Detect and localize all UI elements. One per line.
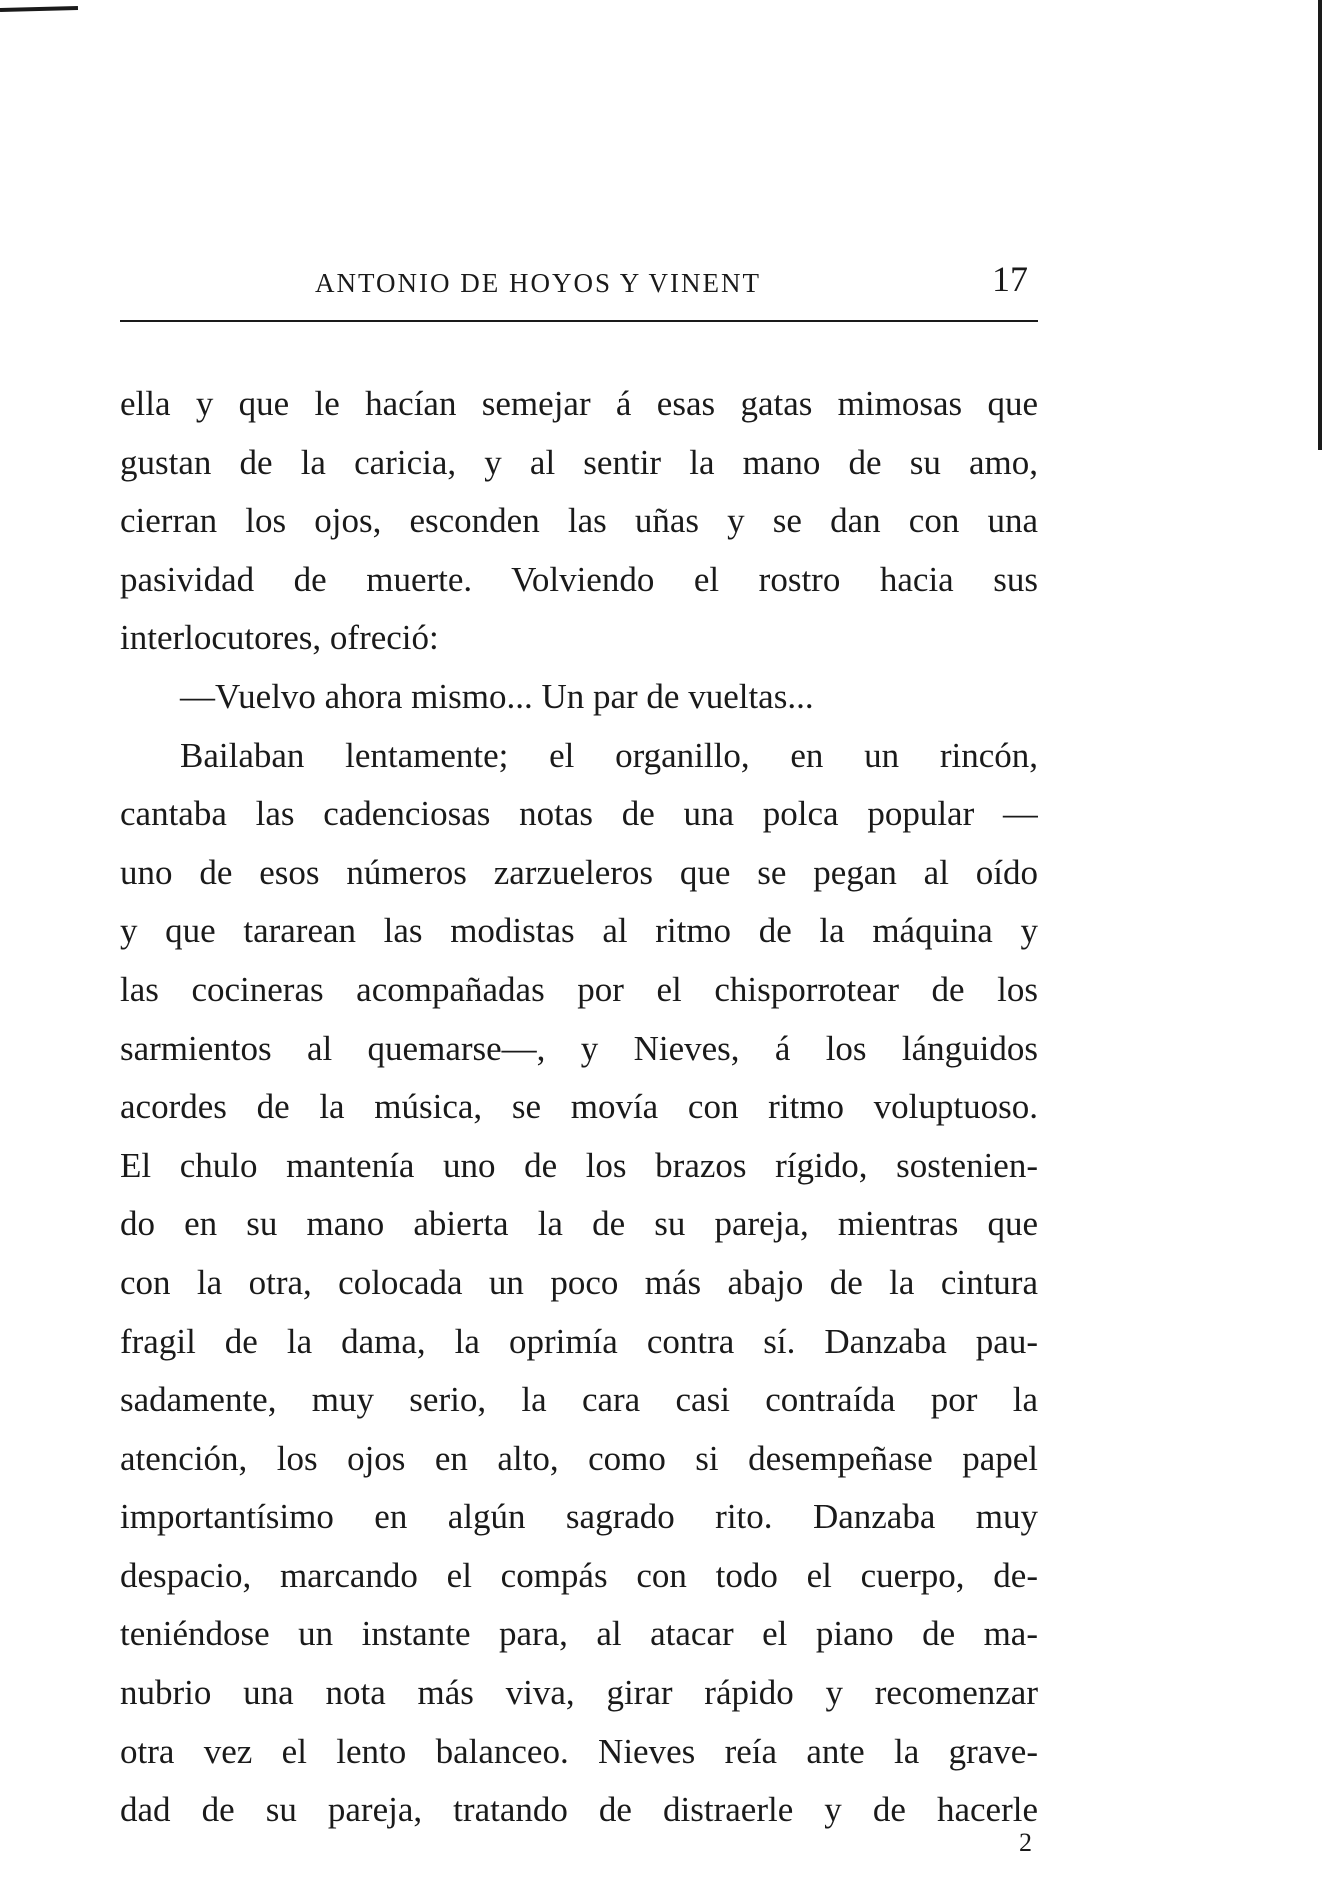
text-line: nubrio una nota más viva, girar rápido y recomenzar (120, 1673, 1038, 1713)
text-line: otra vez el lento balanceo. Nieves reía ante la grave- (120, 1731, 1038, 1771)
text-line: con la otra, colocada un poco más abajo de la cintura (120, 1262, 1038, 1302)
text-line: las cocineras acompañadas por el chisporrotear de los (120, 969, 1038, 1009)
text-line: importantísimo en algún sagrado rito. Danzaba muy (120, 1497, 1038, 1537)
scan-edge-mark-right (1318, 0, 1322, 450)
text-line: teniéndose un instante para, al atacar el piano de ma- (120, 1614, 1038, 1654)
text-line: sadamente, muy serio, la cara casi contraída por la (120, 1380, 1038, 1420)
body-text (120, 375, 1038, 1840)
text-line: cierran los ojos, esconden las uñas y se dan con una (120, 501, 1038, 541)
text-line: fragil de la dama, la oprimía contra sí. Danzaba pau- (120, 1321, 1038, 1361)
running-head (120, 258, 1038, 318)
text-line: —Vuelvo ahora mismo... Un par de vueltas... (180, 676, 814, 716)
text-line: interlocutores, ofreció: (120, 618, 439, 658)
page-number: 17 (992, 259, 1028, 299)
scan-edge-mark-top (0, 6, 78, 12)
text-line: acordes de la música, se movía con ritmo voluptuoso. (120, 1087, 1038, 1127)
text-line: El chulo mantenía uno de los brazos rígido, sostenien- (120, 1145, 1038, 1185)
text-line: do en su mano abierta la de su pareja, mientras que (120, 1204, 1038, 1244)
text-line: pasividad de muerte. Volviendo el rostro hacia sus (120, 559, 1038, 599)
text-line: uno de esos números zarzueleros que se pegan al oído (120, 852, 1038, 892)
text-line: cantaba las cadenciosas notas de una polca popular — (120, 794, 1038, 834)
printer-signature: 2 (1019, 1828, 1032, 1857)
text-line: sarmientos al quemarse—, y Nieves, á los lánguidos (120, 1028, 1038, 1068)
header-rule (120, 320, 1038, 322)
text-line: gustan de la caricia, y al sentir la mano de su amo, (120, 442, 1038, 482)
text-line: y que tararean las modistas al ritmo de la máquina y (120, 911, 1038, 951)
text-line: atención, los ojos en alto, como si desempeñase papel (120, 1438, 1038, 1478)
text-line: Bailaban lentamente; el organillo, en un rincón, (180, 735, 1038, 775)
running-title: ANTONIO DE HOYOS Y VINENT (315, 268, 761, 298)
text-line: dad de su pareja, tratando de distraerle y de hacerle (120, 1790, 1038, 1830)
text-line: ella y que le hacían semejar á esas gatas mimosas que (120, 384, 1038, 423)
text-line: despacio, marcando el compás con todo el cuerpo, de- (120, 1555, 1038, 1595)
